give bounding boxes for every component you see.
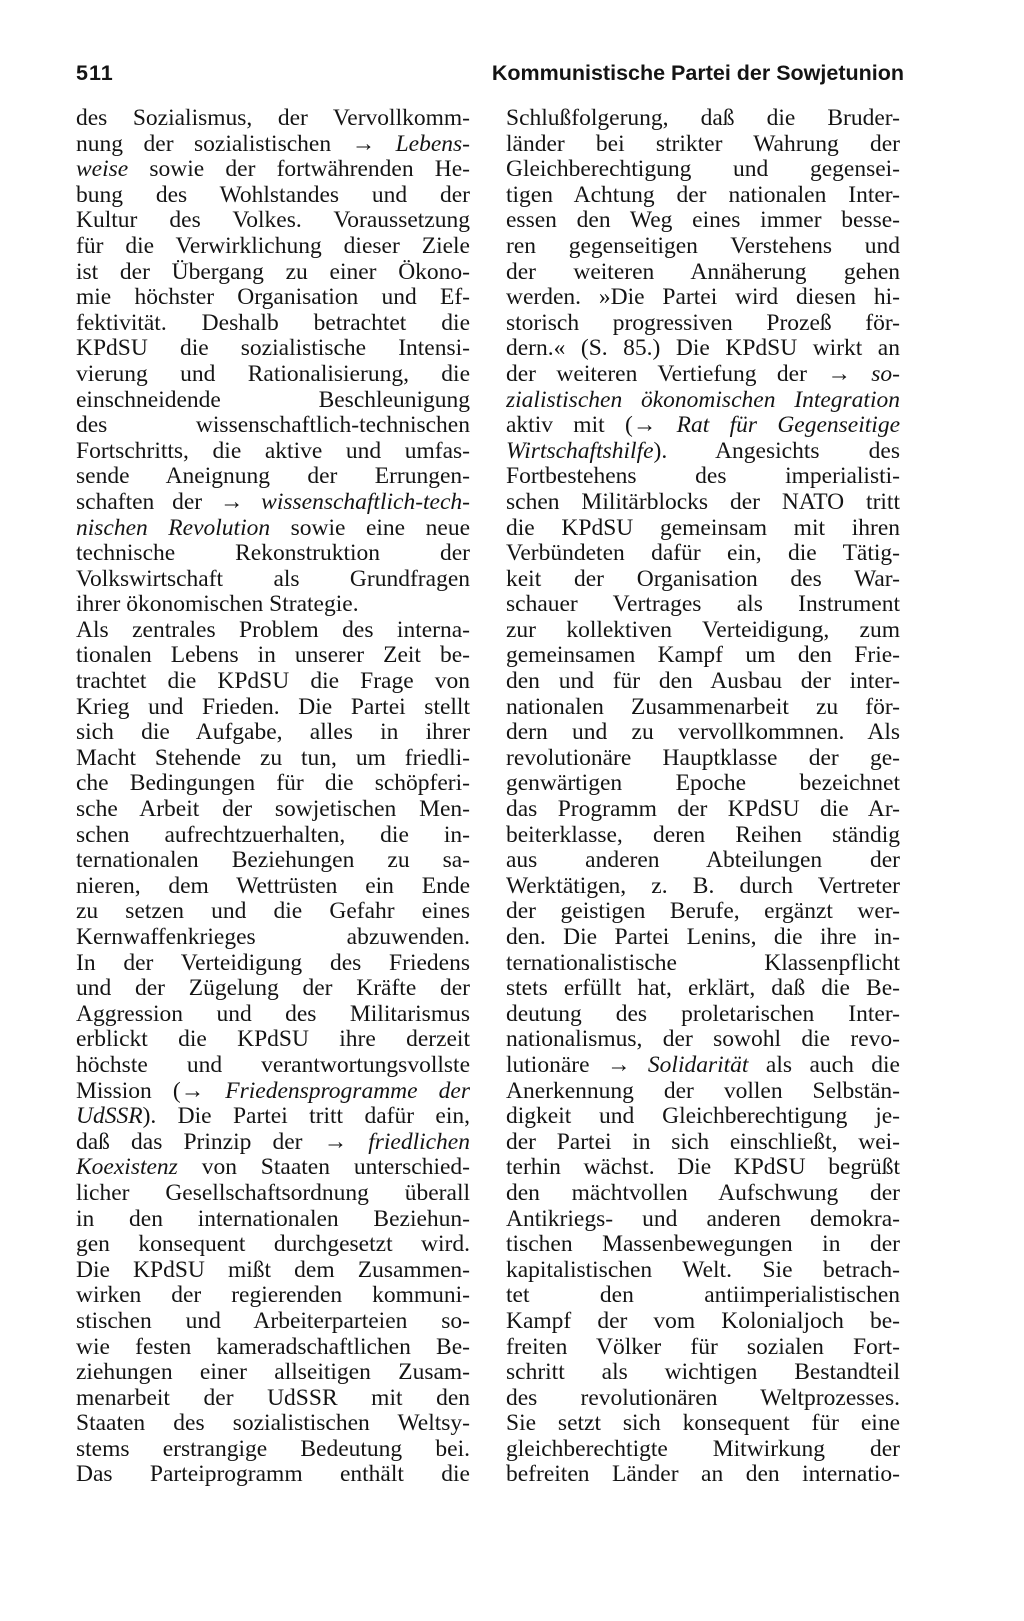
- line-text: zur kollektiven Verteidigung, zum: [506, 617, 900, 643]
- text-line: [76, 1232, 470, 1258]
- text-line: [76, 1207, 470, 1233]
- line-text-continuation: ). Angesichts des: [653, 438, 900, 464]
- text-line: [506, 1207, 900, 1233]
- line-text: für die Verwirklichung dieser Ziele: [76, 233, 470, 259]
- line-text: deutung des proletarischen Inter-: [506, 1001, 900, 1027]
- line-text: das Programm der KPdSU die Ar-: [506, 797, 900, 823]
- text-line: [506, 771, 900, 797]
- line-text: Kultur des Volkes. Voraussetzung: [76, 208, 470, 234]
- line-text: der weiteren Annäherung gehen: [506, 259, 900, 285]
- line-text: schaften der →: [76, 489, 262, 515]
- text-line: [506, 1462, 900, 1488]
- line-text: den. Die Partei Lenins, die ihre in-: [506, 925, 900, 950]
- line-text: wirken der regierenden kommuni-: [76, 1283, 470, 1309]
- text-line: [76, 362, 470, 388]
- text-line: [506, 183, 900, 209]
- text-line: [76, 260, 470, 286]
- text-line: [506, 797, 900, 823]
- line-text: schritt als wichtigen Bestandteil: [506, 1360, 900, 1386]
- text-line: [76, 899, 470, 925]
- line-italic-text: UdSSR: [76, 1104, 143, 1130]
- text-line: [76, 157, 470, 183]
- text-line: [506, 746, 900, 772]
- line-italic-text: Rat für Gegenseitige: [676, 413, 900, 439]
- text-line: [76, 1053, 470, 1079]
- text-line: [76, 464, 470, 490]
- line-text: des wissenschaftlich-technischen: [76, 413, 470, 439]
- text-line: [76, 1002, 470, 1028]
- text-line: [76, 183, 470, 209]
- text-line: [76, 311, 470, 337]
- text-line: [76, 746, 470, 772]
- text-line: [506, 541, 900, 567]
- line-text: bung des Wohlstandes und der: [76, 182, 470, 208]
- text-line: [506, 311, 900, 337]
- line-text: ihrer ökonomischen Strategie.: [76, 592, 359, 618]
- line-text: schen aufrechtzuerhalten, die in-: [76, 822, 470, 848]
- text-line: [506, 951, 900, 977]
- text-line: [76, 1258, 470, 1284]
- line-text: Staaten des sozialistischen Weltsy-: [76, 1411, 470, 1437]
- line-text: Aggression und des Militarismus: [76, 1001, 470, 1027]
- line-text: sende Aneignung der Errungen-: [76, 464, 470, 490]
- text-line: [506, 260, 900, 286]
- text-line: [506, 1335, 900, 1361]
- text-line: [76, 567, 470, 593]
- text-line: [76, 413, 470, 439]
- line-text: des revolutionären Weltprozesses.: [506, 1385, 900, 1411]
- text-line: [76, 490, 470, 516]
- text-line: [76, 285, 470, 311]
- line-text: Macht Stehende zu tun, um friedli-: [76, 745, 470, 771]
- line-text: Mission (→: [76, 1078, 226, 1104]
- text-line: [506, 157, 900, 183]
- line-text: zu setzen und die Gefahr eines: [76, 899, 470, 925]
- line-text: länder bei strikter Wahrung der: [506, 131, 900, 157]
- text-line: [506, 208, 900, 234]
- line-text: KPdSU die sozialistische Intensi-: [76, 336, 470, 362]
- text-line: [76, 336, 470, 362]
- line-text: Kernwaffenkrieges abzuwenden.: [76, 925, 470, 950]
- text-line: [76, 439, 470, 465]
- text-line: [76, 234, 470, 260]
- line-text: aktiv mit (→: [506, 413, 677, 439]
- text-line: [506, 1104, 900, 1130]
- line-text: der geistigen Berufe, ergänzt wer-: [506, 899, 900, 925]
- text-line: [76, 388, 470, 414]
- line-text: gleichberechtigte Mitwirkung der: [506, 1436, 900, 1462]
- line-text: stischen und Arbeiterparteien so-: [76, 1308, 470, 1334]
- page-header: [76, 58, 904, 88]
- text-line: [76, 874, 470, 900]
- text-line: [76, 976, 470, 1002]
- text-line: [506, 439, 900, 465]
- text-line: [76, 771, 470, 797]
- text-line: [506, 1232, 900, 1258]
- line-text-continuation: ). Die Partei tritt dafür ein,: [142, 1104, 470, 1130]
- line-italic-text: Solidarität: [647, 1052, 749, 1078]
- text-line: [76, 643, 470, 669]
- text-line: [506, 1002, 900, 1028]
- text-line: [76, 1309, 470, 1335]
- line-text: die KPdSU gemeinsam mit ihren: [506, 515, 900, 541]
- line-text: den mächtvollen Aufschwung der: [506, 1180, 900, 1206]
- text-line: [506, 1027, 900, 1053]
- line-text: lutionäre →: [506, 1052, 648, 1078]
- text-line: [506, 1283, 900, 1309]
- text-line: [506, 1411, 900, 1437]
- text-line: [506, 388, 900, 414]
- line-text-continuation: als auch die: [748, 1052, 900, 1078]
- text-line: [506, 567, 900, 593]
- line-text: kapitalistischen Welt. Sie betrach-: [506, 1257, 900, 1283]
- line-text: Anerkennung der vollen Selbstän-: [506, 1078, 900, 1104]
- line-text: ternationalistische Klassenpflicht: [506, 950, 900, 976]
- line-text: Antikriegs- und anderen demokra-: [506, 1206, 900, 1232]
- line-text: Die KPdSU mißt dem Zusammen-: [76, 1257, 470, 1283]
- line-text: Kampf der vom Kolonialjoch be-: [506, 1308, 900, 1334]
- text-line: [506, 516, 900, 542]
- text-line: [506, 1309, 900, 1335]
- text-line: [76, 925, 470, 951]
- line-text: stems erstrangige Bedeutung bei.: [76, 1436, 470, 1462]
- line-text: keit der Organisation des War-: [506, 566, 900, 592]
- line-text: Verbündeten dafür ein, die Tätig-: [506, 541, 900, 567]
- line-text: trachtet die KPdSU die Frage von: [76, 669, 470, 695]
- line-text: dern.« (S. 85.) Die KPdSU wirkt an: [506, 336, 900, 362]
- text-line: [76, 720, 470, 746]
- line-text: technische Rekonstruktion der: [76, 541, 470, 567]
- line-text: Werktätigen, z. B. durch Vertreter: [506, 873, 900, 899]
- text-line: [76, 1283, 470, 1309]
- line-text: werden. »Die Partei wird diesen hi-: [506, 285, 900, 311]
- text-line: [76, 1079, 470, 1105]
- line-text: menarbeit der UdSSR mit den: [76, 1385, 470, 1411]
- text-line: [76, 1181, 470, 1207]
- line-text: gemeinsamen Kampf um den Frie-: [506, 643, 900, 669]
- text-line: [76, 1437, 470, 1463]
- text-line: [76, 1386, 470, 1412]
- text-line: [76, 823, 470, 849]
- text-line: [76, 797, 470, 823]
- text-line: [76, 1335, 470, 1361]
- text-line: [506, 643, 900, 669]
- line-text: Krieg und Frieden. Die Partei stellt: [76, 694, 470, 720]
- right-text-column: [506, 106, 900, 1488]
- text-line: [506, 336, 900, 362]
- line-text: beiterklasse, deren Reihen ständig: [506, 822, 900, 848]
- line-text: digkeit und Gleichberechtigung je-: [506, 1104, 900, 1130]
- line-text: in den internationalen Beziehun-: [76, 1206, 470, 1232]
- text-line: [506, 362, 900, 388]
- line-text: den und für den Ausbau der inter-: [506, 669, 900, 695]
- line-text: che Bedingungen für die schöpferi-: [76, 771, 470, 797]
- text-line: [506, 592, 900, 618]
- text-line: [506, 1258, 900, 1284]
- line-text-continuation: sowie der fortwährenden He-: [128, 157, 470, 183]
- text-line: [506, 1437, 900, 1463]
- line-text: storisch progressiven Prozeß för-: [506, 310, 900, 336]
- line-text: fektivität. Deshalb betrachtet die: [76, 310, 470, 336]
- line-italic-text: Friedensprogramme der: [225, 1078, 470, 1104]
- text-line: [76, 516, 470, 542]
- text-line: [506, 720, 900, 746]
- line-text: nung der sozialistischen →: [76, 131, 396, 157]
- line-text-continuation: sowie eine neue: [270, 515, 470, 541]
- line-text: genwärtigen Epoche bezeichnet: [506, 771, 900, 797]
- line-text: tigen Achtung der nationalen Inter-: [506, 182, 900, 208]
- line-text: daß das Prinzip der →: [76, 1129, 369, 1155]
- left-text-column: [76, 106, 470, 1488]
- text-line: [76, 848, 470, 874]
- text-line: [76, 1155, 470, 1181]
- text-line: [76, 951, 470, 977]
- text-line: [76, 1462, 470, 1488]
- text-line: [506, 1360, 900, 1386]
- line-text: tionalen Lebens in unserer Zeit be-: [76, 643, 470, 669]
- text-line: [506, 1155, 900, 1181]
- line-text: gen konsequent durchgesetzt wird.: [76, 1232, 470, 1258]
- line-text: Fortschritts, die aktive und umfas-: [76, 438, 470, 464]
- text-line: [506, 1079, 900, 1105]
- line-text: und der Zügelung der Kräfte der: [76, 976, 470, 1002]
- text-line: [506, 899, 900, 925]
- text-line: [76, 695, 470, 721]
- line-text: stets erfüllt hat, erklärt, daß die Be-: [506, 976, 900, 1002]
- text-line: [76, 1130, 470, 1156]
- text-line: [506, 464, 900, 490]
- text-line: [76, 541, 470, 567]
- text-line: [76, 1411, 470, 1437]
- text-line: [76, 132, 470, 158]
- text-line: [506, 669, 900, 695]
- text-line: [506, 925, 900, 951]
- text-line: [506, 1181, 900, 1207]
- text-line: [76, 669, 470, 695]
- line-text: höchste und verantwortungsvollste: [76, 1052, 470, 1078]
- line-text: einschneidende Beschleunigung: [76, 387, 470, 413]
- line-text-continuation: von Staaten unterschied-: [177, 1155, 470, 1181]
- line-italic-text: nischen Revolution: [76, 515, 271, 541]
- line-text: freiten Völker für sozialen Fort-: [506, 1334, 900, 1360]
- line-text: wie festen kameradschaftlichen Be-: [76, 1334, 470, 1360]
- line-text: tet den antiimperialistischen: [506, 1283, 900, 1309]
- line-italic-text: wissenschaftlich-tech-: [261, 489, 470, 515]
- line-text: schauer Vertrages als Instrument: [506, 592, 900, 618]
- line-italic-text: Wirtschaftshilfe: [506, 438, 654, 464]
- line-text: nationalen Zusammenarbeit zu för-: [506, 694, 900, 720]
- line-text: ziehungen einer allseitigen Zusam-: [76, 1360, 470, 1386]
- line-text: Als zentrales Problem des interna-: [76, 617, 470, 643]
- line-text: sche Arbeit der sowjetischen Men-: [76, 797, 470, 823]
- line-text: schen Militärblocks der NATO tritt: [506, 489, 900, 515]
- text-line: [76, 618, 470, 644]
- text-line: [76, 1360, 470, 1386]
- text-line: [76, 208, 470, 234]
- line-text: Sie setzt sich konsequent für eine: [506, 1411, 900, 1437]
- line-text: terhin wächst. Die KPdSU begrüßt: [506, 1155, 900, 1181]
- page-number: 511: [76, 61, 114, 85]
- text-line: [506, 490, 900, 516]
- running-title: Kommunistische Partei der Sowjetunion: [491, 61, 904, 85]
- line-text: vierung und Rationalisierung, die: [76, 361, 470, 387]
- text-line: [76, 1104, 470, 1130]
- text-line: [506, 1386, 900, 1412]
- line-text: Volkswirtschaft als Grundfragen: [76, 566, 470, 592]
- line-text: ist der Übergang zu einer Ökono-: [76, 259, 470, 285]
- line-text: ren gegenseitigen Verstehens und: [506, 233, 900, 259]
- line-text: erblickt die KPdSU ihre derzeit: [76, 1027, 470, 1053]
- line-text: ternationalen Beziehungen zu sa-: [76, 848, 470, 874]
- text-line: [506, 106, 900, 132]
- line-text: licher Gesellschaftsordnung überall: [76, 1180, 470, 1206]
- text-line: [506, 823, 900, 849]
- line-italic-text: zialistischen ökonomischen Integration: [506, 387, 900, 413]
- line-text: In der Verteidigung des Friedens: [76, 950, 470, 976]
- text-line: [506, 618, 900, 644]
- text-line: [506, 413, 900, 439]
- line-italic-text: so-: [871, 361, 900, 387]
- text-line: [506, 1053, 900, 1079]
- text-line: [76, 106, 470, 132]
- line-text: nationalismus, der sowohl die revo-: [506, 1027, 900, 1053]
- text-line: [506, 848, 900, 874]
- text-line: [506, 976, 900, 1002]
- text-line: [506, 132, 900, 158]
- line-text: der weiteren Vertiefung der →: [506, 361, 872, 387]
- text-line: [76, 592, 470, 618]
- line-text: Das Parteiprogramm enthält die: [76, 1462, 470, 1488]
- line-text: revolutionäre Hauptklasse der ge-: [506, 745, 900, 771]
- line-text: dern und zu vervollkommnen. Als: [506, 720, 900, 746]
- line-text: Schlußfolgerung, daß die Bruder-: [506, 106, 900, 131]
- line-text: nieren, dem Wettrüsten ein Ende: [76, 873, 470, 899]
- line-text: des Sozialismus, der Vervollkomm-: [76, 106, 470, 131]
- line-text: aus anderen Abteilungen der: [506, 848, 900, 874]
- line-text: Gleichberechtigung und gegensei-: [506, 157, 900, 183]
- line-italic-text: friedlichen: [368, 1129, 470, 1155]
- line-text: tischen Massenbewegungen in der: [506, 1232, 900, 1258]
- line-text: essen den Weg eines immer besse-: [506, 208, 900, 234]
- line-text: Fortbestehens des imperialisti-: [506, 464, 900, 490]
- line-text: der Partei in sich einschließt, wei-: [506, 1129, 900, 1155]
- line-italic-text: Koexistenz: [76, 1155, 178, 1181]
- line-text: sich die Aufgabe, alles in ihrer: [76, 720, 470, 746]
- line-italic-text: weise: [76, 157, 129, 183]
- line-text: mie höchster Organisation und Ef-: [76, 285, 470, 311]
- text-line: [506, 695, 900, 721]
- line-text: befreiten Länder an den internatio-: [506, 1462, 900, 1488]
- text-line: [506, 1130, 900, 1156]
- text-line: [506, 285, 900, 311]
- text-line: [76, 1027, 470, 1053]
- text-line: [506, 874, 900, 900]
- text-line: [506, 234, 900, 260]
- line-italic-text: Lebens-: [395, 131, 470, 157]
